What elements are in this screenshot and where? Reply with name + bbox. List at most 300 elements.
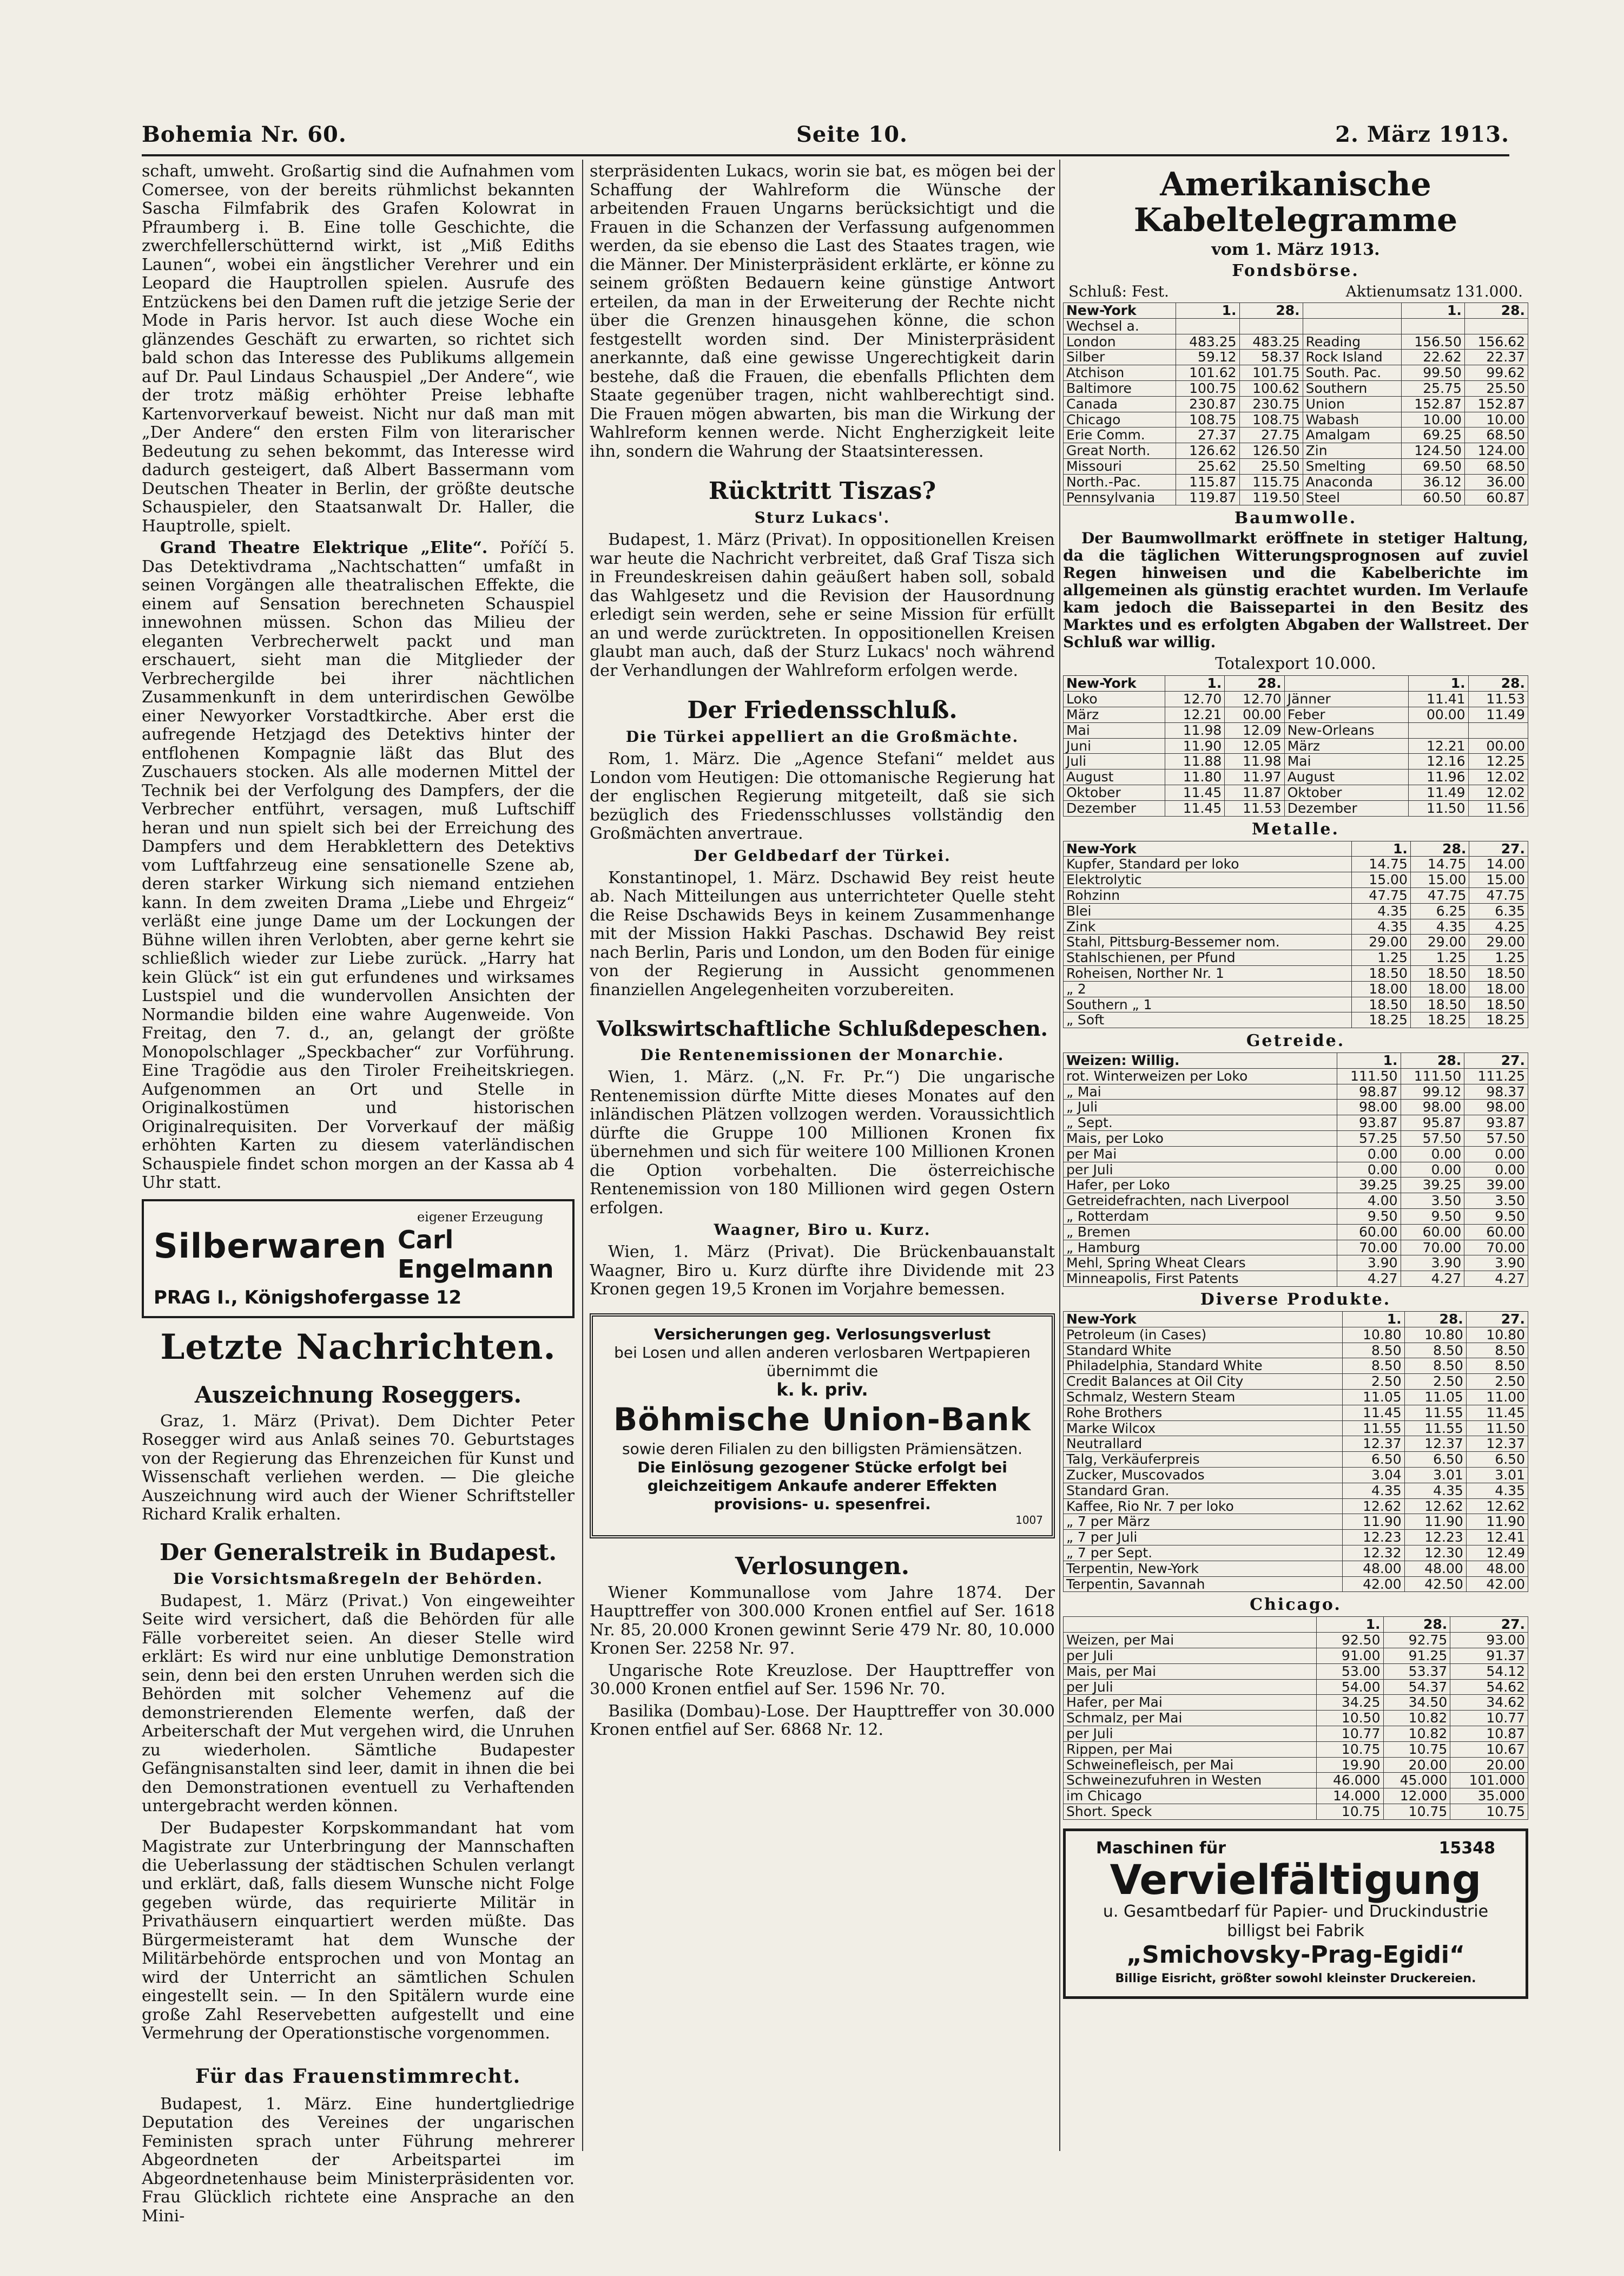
table-value-cell: 11.50: [1409, 800, 1468, 816]
table-label-cell: Hafer, per Loko: [1064, 1178, 1337, 1193]
table-row: [1064, 380, 1528, 396]
table-value-cell: 12.05: [1225, 738, 1284, 754]
table-label-cell: per Mai: [1064, 1146, 1337, 1162]
table-value-cell: 18.50: [1410, 965, 1469, 981]
article-verlosungen-1: Wiener Kommunallose vom Jahre 1874. Der Haupttreffer von 300.000 Kronen entfiel auf Ser. 1618 Nr. 85, 20.000 Kronen gewinnt Serie 479 Nr. 80, 10.000 Kronen Ser. 2258 Nr. 97.: [590, 1583, 1055, 1658]
table-value-cell: 60.00: [1401, 1224, 1464, 1240]
table-row: [1064, 1468, 1528, 1483]
table-value-cell: 28.: [1410, 841, 1469, 857]
table-row: [1064, 1483, 1528, 1498]
table-row: [1064, 754, 1528, 769]
table-value-cell: 10.75: [1316, 1741, 1383, 1757]
table-row: [1064, 1343, 1528, 1358]
table-value-cell: 1.25: [1410, 950, 1469, 966]
table-value-cell: 101.000: [1450, 1773, 1528, 1788]
subhead-friedensschluss: Die Türkei appelliert an die Großmächte.: [625, 728, 1019, 746]
table-value-cell: 0.00: [1401, 1162, 1464, 1178]
table-value-cell: 36.12: [1401, 474, 1464, 490]
table-value-cell: 39.25: [1401, 1178, 1464, 1193]
table-value-cell: 98.00: [1401, 1100, 1464, 1115]
table-label-cell: März: [1064, 707, 1165, 722]
table-value-cell: 100.75: [1176, 380, 1239, 396]
table-value-cell: 25.75: [1401, 380, 1464, 396]
table-value-cell: 18.00: [1410, 981, 1469, 997]
table-value-cell: 12.62: [1466, 1498, 1528, 1514]
table-value-cell: 28.: [1401, 1053, 1464, 1069]
article-generalstreik-2: Der Budapester Korpskommandant hat vom Magistrate zur Unterbringung der Mannschaften die Ueberlassung der städtischen Schulen verlangt und erklärt, daß, falls diesem Wunsche nicht Folge gegeben würde, das requirierte Militär in Privathäusern einquartiert werden müßte. Das Bürgermeisteramt hat dem Wunsche der Militärbehörde entsprochen und von Montag an wird der Unterricht an sämtlichen Schulen eingestellt sein. — In den Spitälern wurde eine große Zahl Reservebetten aufgestellt und eine Vermehrung der Operationstische vorgenommen.: [142, 1818, 575, 2043]
table-label-cell: North.-Pac.: [1064, 474, 1176, 490]
page-header: [142, 122, 1509, 152]
table-value-cell: 4.35: [1352, 919, 1411, 935]
table-value-cell: 68.50: [1464, 458, 1528, 474]
table-label-cell: März: [1284, 738, 1409, 754]
table-label-cell: Hafer, per Mai: [1064, 1695, 1317, 1711]
table-value-cell: 58.37: [1239, 350, 1303, 365]
table-row: [1064, 1162, 1528, 1178]
table-value-cell: 19.90: [1316, 1757, 1383, 1773]
table-label-cell: Terpentin, Savannah: [1064, 1576, 1343, 1592]
table-label-cell: Oktober: [1284, 785, 1409, 800]
table-value-cell: 3.01: [1466, 1468, 1528, 1483]
table-value-cell: 70.00: [1401, 1240, 1464, 1255]
table-value-cell: 18.50: [1469, 965, 1528, 981]
article-baumwolle: Der Baumwollmarkt eröffnete in stetiger Haltung, da die täglichen Witterungsprognosen auf zuviel Regen hinweisen und die Kabelberichte im allgemeinen als günstig erachtet wurden. Im Verlaufe kam jedoch die Baissepartei in den Besitz des Marktes und es erfolgten Abgaben der Wallstreet. Der Schluß war willig.: [1063, 529, 1528, 652]
table-header-row: [1064, 676, 1528, 692]
table-value-cell: 11.90: [1466, 1514, 1528, 1530]
table-value-cell: 92.50: [1316, 1633, 1383, 1648]
table-value-cell: 8.50: [1466, 1343, 1528, 1358]
table-value-cell: 10.77: [1316, 1726, 1383, 1741]
table-value-cell: 57.25: [1337, 1131, 1401, 1147]
table-value-cell: 11.45: [1466, 1405, 1528, 1420]
table-value-cell: 11.50: [1466, 1420, 1528, 1436]
table-label-cell: Wabash: [1303, 412, 1401, 427]
table-row: [1064, 1240, 1528, 1255]
table-value-cell: 4.00: [1337, 1193, 1401, 1209]
table-row: [1064, 365, 1528, 381]
table-value-cell: 54.37: [1383, 1679, 1450, 1695]
table-value-cell: 53.00: [1316, 1663, 1383, 1679]
table-label-cell: Mai: [1284, 754, 1409, 769]
ad-union-bank-number: 1007: [1015, 1513, 1043, 1527]
table-label-cell: Philadelphia, Standard White: [1064, 1358, 1343, 1374]
subhead-waagner: Waagner, Biro u. Kurz.: [714, 1221, 931, 1239]
table-value-cell: 34.50: [1383, 1695, 1450, 1711]
table-value-cell: 0.00: [1401, 1146, 1464, 1162]
table-row: [1064, 903, 1528, 919]
table-row: [1064, 1178, 1528, 1193]
table-value-cell: 42.00: [1343, 1576, 1404, 1592]
table-label-cell: Elektrolytic: [1064, 872, 1352, 888]
table-label-cell: Schmalz, Western Steam: [1064, 1390, 1343, 1405]
table-value-cell: 12.16: [1409, 754, 1468, 769]
table-header-row: [1064, 1053, 1528, 1069]
table-value-cell: 25.50: [1239, 458, 1303, 474]
baumwolle-totalexport: Totalexport 10.000.: [1215, 654, 1376, 674]
table-value-cell: [1176, 318, 1239, 334]
table-value-cell: 2.50: [1404, 1374, 1466, 1390]
table-value-cell: 18.50: [1352, 965, 1411, 981]
table-value-cell: 4.27: [1337, 1271, 1401, 1287]
article-waagner: Wien, 1. März (Privat). Die Brückenbauanstalt Waagner, Biro u. Kurz dürfte ihre Dividende mit 23 Kronen gegen 19,5 Kronen im Vorjahre bemessen.: [590, 1242, 1055, 1299]
table-value-cell: 1.: [1401, 303, 1464, 319]
table-row: [1064, 1390, 1528, 1405]
table-label-cell: „ Hamburg: [1064, 1240, 1337, 1255]
table-value-cell: 59.12: [1176, 350, 1239, 365]
table-label-cell: Rippen, per Mai: [1064, 1741, 1317, 1757]
table-value-cell: 15.00: [1469, 872, 1528, 888]
table-value-cell: 0.00: [1337, 1162, 1401, 1178]
table-label-cell: Pennsylvania: [1064, 490, 1176, 505]
table-value-cell: 3.04: [1343, 1468, 1404, 1483]
table-label-cell: Erie Comm.: [1064, 427, 1176, 443]
table-value-cell: 3.01: [1404, 1468, 1466, 1483]
ad-union-bank-line-4: sowie deren Filialen zu den billigsten Prämiensätzen.: [622, 1439, 1022, 1458]
table-label-cell: Roheisen, Norther Nr. 1: [1064, 965, 1352, 981]
table-label-cell: Baltimore: [1064, 380, 1176, 396]
table-value-cell: 60.00: [1337, 1224, 1401, 1240]
table-value-cell: 11.56: [1468, 800, 1528, 816]
table-value-cell: 1.25: [1469, 950, 1528, 966]
table-label-cell: Neutrallard: [1064, 1436, 1343, 1452]
article-elite: [142, 539, 575, 1193]
table-value-cell: 98.37: [1464, 1084, 1528, 1100]
table-value-cell: 93.87: [1464, 1115, 1528, 1131]
table-label-cell: Talg, Verkäuferpreis: [1064, 1452, 1343, 1468]
table-value-cell: 36.00: [1464, 474, 1528, 490]
table-value-cell: 0.00: [1337, 1146, 1401, 1162]
header-page-number: Seite 10.: [796, 122, 908, 147]
ad-union-bank: [590, 1313, 1055, 1538]
table-value-cell: 69.25: [1401, 427, 1464, 443]
table-value-cell: 27.75: [1239, 427, 1303, 443]
table-label-cell: per Juli: [1064, 1162, 1337, 1178]
table-value-cell: 4.35: [1466, 1483, 1528, 1498]
table-value-cell: 11.87: [1225, 785, 1284, 800]
table-value-cell: 47.75: [1352, 887, 1411, 903]
table-value-cell: 54.62: [1450, 1679, 1528, 1695]
table-label-cell: New-Orleans: [1284, 722, 1409, 738]
table-label-cell: Union: [1303, 396, 1401, 412]
table-row: [1064, 412, 1528, 427]
table-value-cell: 27.: [1450, 1617, 1528, 1633]
table-value-cell: 11.05: [1404, 1390, 1466, 1405]
headline-generalstreik: Der Generalstreik in Budapest.: [159, 1538, 557, 1565]
table-value-cell: 12.70: [1225, 692, 1284, 707]
table-row: [1064, 769, 1528, 785]
table-label-cell: Mai: [1064, 722, 1165, 738]
table-value-cell: 28.: [1464, 303, 1528, 319]
table-value-cell: 10.80: [1343, 1327, 1404, 1343]
table-value-cell: 98.00: [1337, 1100, 1401, 1115]
table-value-cell: 3.90: [1337, 1255, 1401, 1271]
table-value-cell: [1464, 318, 1528, 334]
table-value-cell: 4.27: [1464, 1271, 1528, 1287]
table-value-cell: 48.00: [1466, 1561, 1528, 1576]
table-value-cell: 20.00: [1450, 1757, 1528, 1773]
table-row: [1064, 1498, 1528, 1514]
table-row: [1064, 396, 1528, 412]
table-label-cell: New-York: [1064, 303, 1176, 319]
ad-vervielfaeltigung-title: Vervielfältigung: [1110, 1855, 1482, 1904]
article-verlosungen-2: Ungarische Rote Kreuzlose. Der Haupttreffer von 30.000 Kronen entfiel auf Ser. 1596 Nr. 70.: [590, 1661, 1055, 1699]
heading-diverse-produkte: Diverse Produkte.: [1200, 1290, 1391, 1310]
article-frauenstimmrecht: Budapest, 1. März. Eine hundertgliedrige Deputation des Vereines der ungarischen Feministen sprach unter Führung mehrerer Abgeordneten der Arbeitspartei im Abgeordnetenhause beim Ministerpräsidenten vor. Frau Glücklich richtete eine Ansprache an den Mini-: [142, 2094, 575, 2226]
table-row: [1064, 1711, 1528, 1726]
table-value-cell: 8.50: [1404, 1343, 1466, 1358]
header-date: 2. März 1913.: [1335, 122, 1509, 147]
article-elite-text: Poříčí 5. Das Detektivdrama „Nachtschatten“ umfaßt in seinen Vorgängen alle theatralischen Effekte, die einem auf Sensation berechneten Schauspiel innewohnen müssen. Schon das Milieu der eleganten Verbrecherwelt packt und man erschauert, sieht man die Mitglieder der Verbrechergilde bei ihrer nächtlichen Zusammenkunft in dem unterirdischen Gewölbe einer Newyorker Vorstadtkirche. Aber erst die aufregende Hetzjagd des Detektivs hinter der entflohenen Kompagnie läßt das Blut des Zuschauers stocken. Als alle modernen Mittel der Technik bei der Verfolgung des Dampfers, der die Verbrecher entführt, versagen, muß Luftschiff heran und nun spielt sich bei der Erreichung des Dampfers und dem Herabklettern des Detektivs vom Luftfahrzeug eine sensationelle Szene ab, deren starker Wirkung sich niemand entziehen kann. In dem zweiten Drama „Liebe und Ehrgeiz“ verläßt eine junge Dame um der Lockungen der Bühne willen ihren Verlobten, aber gerne kehrt sie schließlich wieder zur Liebe zurück. „Harry hat kein Glück“ ist ein gut erfundenes und wirksames Lustspiel und die wundervollen Ansichten der Normandie bilden eine wahre Augenweide. Von Freitag, den 7. d., an, gelangt der größte Monopolschlager „Speckbacher“ zur Vorführung. Eine Tragödie aus den Tiroler Freiheitskriegen. Aufgenommen an Ort und Stelle in Originalkostümen und historischen Originalrequisiten. Der Vorverkauf der mäßig erhöhten Karten zu diesem vaterländischen Schauspiele findet schon morgen an der Kassa ab 4 Uhr statt.: [142, 538, 575, 1192]
table-row: [1064, 1576, 1528, 1592]
table-value-cell: 93.00: [1450, 1633, 1528, 1648]
table-value-cell: 47.75: [1469, 887, 1528, 903]
table-value-cell: 2.50: [1343, 1374, 1404, 1390]
table-label-cell: Zink: [1064, 919, 1352, 935]
table-label-cell: August: [1284, 769, 1409, 785]
section-title-letzte-nachrichten: Letzte Nachrichten.: [160, 1326, 556, 1367]
table-header-row: [1064, 1617, 1528, 1633]
table-header-row: [1064, 841, 1528, 857]
table-row: [1064, 1271, 1528, 1287]
table-value-cell: 4.27: [1401, 1271, 1464, 1287]
table-row: [1064, 1100, 1528, 1115]
table-value-cell: 18.50: [1469, 997, 1528, 1012]
table-label-cell: „ Soft: [1064, 1012, 1352, 1028]
table-label-cell: per Juli: [1064, 1648, 1317, 1663]
table-row: [1064, 1146, 1528, 1162]
table-label-cell: Rohzinn: [1064, 887, 1352, 903]
table-row: [1064, 318, 1528, 334]
table-label-cell: „ Mai: [1064, 1084, 1337, 1100]
table-value-cell: 483.25: [1239, 334, 1303, 350]
subhead-generalstreik: Die Vorsichtsmaßregeln der Behörden.: [173, 1569, 543, 1588]
table-value-cell: 156.50: [1401, 334, 1464, 350]
table-value-cell: 119.50: [1239, 490, 1303, 505]
table-value-cell: 34.62: [1450, 1695, 1528, 1711]
table-value-cell: 12.70: [1165, 692, 1224, 707]
table-value-cell: 12.02: [1468, 785, 1528, 800]
table-row: [1064, 1012, 1528, 1028]
table-value-cell: 10.75: [1450, 1804, 1528, 1819]
table-value-cell: 47.75: [1410, 887, 1469, 903]
table-label-cell: Zucker, Muscovados: [1064, 1468, 1343, 1483]
table-value-cell: 1.: [1337, 1053, 1401, 1069]
table-header-row: [1064, 303, 1528, 319]
table-row: [1064, 1374, 1528, 1390]
table-value-cell: [1401, 318, 1464, 334]
table-value-cell: 12.30: [1404, 1545, 1466, 1561]
table-value-cell: 18.50: [1352, 997, 1411, 1012]
table-value-cell: 18.00: [1352, 981, 1411, 997]
table-value-cell: 12.23: [1404, 1530, 1466, 1545]
table-value-cell: 10.82: [1383, 1726, 1450, 1741]
fonds-summary: [1063, 282, 1528, 300]
article-rosegger: Graz, 1. März (Privat). Dem Dichter Peter Rosegger wird aus Anlaß seines 70. Geburtstages von der Regierung das Ehrenzeichen für Kunst und Wissenschaft verliehen werden. — Die gleiche Auszeichnung wird auch der Wiener Schriftsteller Richard Kralik erhalten.: [142, 1411, 575, 1524]
table-row: [1064, 965, 1528, 981]
table-value-cell: 119.87: [1176, 490, 1239, 505]
table-value-cell: 10.75: [1383, 1741, 1450, 1757]
table-label-cell: New-York: [1064, 676, 1165, 692]
table-label-cell: Schmalz, per Mai: [1064, 1711, 1317, 1726]
table-value-cell: 1.: [1409, 676, 1468, 692]
table-getreide: [1063, 1053, 1528, 1287]
table-label-cell: Rock Island: [1303, 350, 1401, 365]
table-value-cell: 27.: [1466, 1312, 1528, 1327]
table-row: [1064, 458, 1528, 474]
table-label-cell: Feber: [1284, 707, 1409, 722]
table-value-cell: 91.25: [1383, 1648, 1450, 1663]
ad-vervielfaeltigung-top: Maschinen für: [1096, 1838, 1226, 1858]
table-value-cell: 48.00: [1343, 1561, 1404, 1576]
table-value-cell: 1.: [1165, 676, 1224, 692]
table-value-cell: 11.45: [1165, 785, 1224, 800]
table-row: [1064, 935, 1528, 950]
table-value-cell: 9.50: [1337, 1209, 1401, 1225]
table-value-cell: 99.62: [1464, 365, 1528, 381]
table-value-cell: 95.87: [1401, 1115, 1464, 1131]
table-row: [1064, 738, 1528, 754]
table-value-cell: 11.98: [1225, 754, 1284, 769]
table-value-cell: 126.50: [1239, 443, 1303, 459]
table-value-cell: 152.87: [1401, 396, 1464, 412]
table-value-cell: 18.25: [1352, 1012, 1411, 1028]
table-value-cell: 0.00: [1464, 1162, 1528, 1178]
header-paper-issue: Bohemia Nr. 60.: [142, 122, 347, 147]
table-value-cell: 45.000: [1383, 1773, 1450, 1788]
table-value-cell: 14.000: [1316, 1788, 1383, 1804]
table-label-cell: „ Sept.: [1064, 1115, 1337, 1131]
table-value-cell: 124.00: [1464, 443, 1528, 459]
table-label-cell: Mais, per Loko: [1064, 1131, 1337, 1147]
table-row: [1064, 981, 1528, 997]
table-value-cell: 70.00: [1464, 1240, 1528, 1255]
table-value-cell: 11.41: [1409, 692, 1468, 707]
table-row: [1064, 1726, 1528, 1741]
table-value-cell: 3.90: [1401, 1255, 1464, 1271]
table-value-cell: 1.: [1176, 303, 1239, 319]
table-value-cell: 4.35: [1352, 903, 1411, 919]
table-value-cell: 11.53: [1225, 800, 1284, 816]
table-value-cell: 10.00: [1401, 412, 1464, 427]
article-generalstreik-1: Budapest, 1. März (Privat.) Von eingeweihter Seite wird versichert, daß die Behörden für alle Fälle vorbereitet seien. An dieser Stelle wird erklärt: Es wird nur eine unblutige Demonstration sein, denn bei den ersten Unruhen werden sich die Behörden mit solcher Vehemenz auf die demonstrierenden Elemente werfen, daß der Arbeiterschaft der Mut vergehen wird, die Unruhen zu wiederholen. Sämtliche Budapester Gefängnisanstalten sind leer, damit in ihnen die bei den Demonstrationen eventuell zu Verhaftenden untergebracht werden können.: [142, 1591, 575, 1815]
table-value-cell: 12.21: [1165, 707, 1224, 722]
table-row: [1064, 1679, 1528, 1695]
table-value-cell: 99.12: [1401, 1084, 1464, 1100]
table-row: [1064, 1648, 1528, 1663]
table-row: [1064, 1530, 1528, 1545]
table-value-cell: 1.25: [1352, 950, 1411, 966]
table-value-cell: 27.: [1469, 841, 1528, 857]
ad-silberwaren-tagline: eigener Erzeugung: [417, 1209, 544, 1225]
subhead-tisza: Sturz Lukacs'.: [754, 509, 890, 527]
table-value-cell: 115.75: [1239, 474, 1303, 490]
table-value-cell: 156.62: [1464, 334, 1528, 350]
ad-vervielfaeltigung-line-1: u. Gesamtbedarf für Papier- und Druckindustrie billigst bei Fabrik: [1103, 1902, 1489, 1940]
table-value-cell: 6.25: [1410, 903, 1469, 919]
table-row: [1064, 1514, 1528, 1530]
table-label-cell: Marke Wilcox: [1064, 1420, 1343, 1436]
table-label-cell: [1064, 1617, 1317, 1633]
table-value-cell: 152.87: [1464, 396, 1528, 412]
table-label-cell: Schweinezufuhren in Westen: [1064, 1773, 1317, 1788]
table-row: [1064, 1788, 1528, 1804]
table-row: [1064, 1663, 1528, 1679]
table-label-cell: Weizen, per Mai: [1064, 1633, 1317, 1648]
table-value-cell: 39.00: [1464, 1178, 1528, 1193]
table-value-cell: 53.37: [1383, 1663, 1450, 1679]
table-value-cell: 11.88: [1165, 754, 1224, 769]
table-label-cell: Silber: [1064, 350, 1176, 365]
table-label-cell: Petroleum (in Cases): [1064, 1327, 1343, 1343]
table-label-cell: „ 7 per Juli: [1064, 1530, 1343, 1545]
headline-rosegger: Auszeichnung Roseggers.: [194, 1381, 522, 1408]
table-value-cell: 28.: [1239, 303, 1303, 319]
headline-verlosungen: Verlosungen.: [735, 1552, 910, 1580]
table-value-cell: 230.75: [1239, 396, 1303, 412]
table-value-cell: 8.50: [1343, 1343, 1404, 1358]
ad-union-bank-line-2: bei Losen und allen anderen verlosbaren Wertpapieren übernimmt die: [614, 1343, 1031, 1380]
table-value-cell: 101.62: [1176, 365, 1239, 381]
fonds-schluss: Schluß: Fest.: [1068, 282, 1169, 300]
table-value-cell: 12.21: [1409, 738, 1468, 754]
table-chicago: [1063, 1616, 1528, 1819]
table-row: [1064, 950, 1528, 966]
table-value-cell: 69.50: [1401, 458, 1464, 474]
table-value-cell: 91.37: [1450, 1648, 1528, 1663]
table-label-cell: Standard Gran.: [1064, 1483, 1343, 1498]
table-row: [1064, 443, 1528, 459]
ad-vervielfaeltigung: [1063, 1828, 1528, 1999]
heading-getreide: Getreide.: [1246, 1031, 1345, 1051]
table-value-cell: 8.50: [1404, 1358, 1466, 1374]
table-label-cell: Juni: [1064, 738, 1165, 754]
table-row: [1064, 1115, 1528, 1131]
table-value-cell: 29.00: [1410, 935, 1469, 950]
table-label-cell: „ 7 per März: [1064, 1514, 1343, 1530]
table-row: [1064, 1741, 1528, 1757]
table-value-cell: 12.02: [1468, 769, 1528, 785]
table-value-cell: 108.75: [1176, 412, 1239, 427]
table-value-cell: 18.00: [1469, 981, 1528, 997]
table-row: [1064, 887, 1528, 903]
table-value-cell: 2.50: [1466, 1374, 1528, 1390]
table-label-cell: Missouri: [1064, 458, 1176, 474]
table-value-cell: 10.50: [1316, 1711, 1383, 1726]
ad-union-bank-name: Böhmische Union-Bank: [613, 1400, 1032, 1438]
table-value-cell: 11.55: [1343, 1420, 1404, 1436]
table-value-cell: 00.00: [1225, 707, 1284, 722]
table-row: [1064, 1255, 1528, 1271]
table-row: [1064, 1327, 1528, 1343]
table-label-cell: Southern „ 1: [1064, 997, 1352, 1012]
table-value-cell: 91.00: [1316, 1648, 1383, 1663]
table-value-cell: 14.00: [1469, 857, 1528, 872]
table-value-cell: 10.67: [1450, 1741, 1528, 1757]
table-label-cell: Atchison: [1064, 365, 1176, 381]
table-label-cell: per Juli: [1064, 1679, 1317, 1695]
fonds-aktienumsatz: Aktienumsatz 131.000.: [1345, 282, 1523, 300]
table-value-cell: 6.35: [1469, 903, 1528, 919]
table-label-cell: Mehl, Spring Wheat Clears: [1064, 1255, 1337, 1271]
table-label-cell: „ 2: [1064, 981, 1352, 997]
table-value-cell: 124.50: [1401, 443, 1464, 459]
table-row: [1064, 785, 1528, 800]
ad-silberwaren: [142, 1199, 575, 1318]
table-value-cell: 12.09: [1225, 722, 1284, 738]
article-frauenstimmrecht-continued: sterpräsidenten Lukacs, worin sie bat, es mögen bei der Schaffung der Wahlreform die Wünsche der arbeitenden Frauen Ungarns berücksichtigt und die Frauen in die Schanzen der Verfassung aufgenommen werden, da sie ebenso die Last des Staates tragen, wie die Männer. Der Ministerpräsident erklärte, er könne zu seinem größten Bedauern keine günstige Antwort erteilen, da man in der Erweiterung der Rechte nicht über die Grenzen hinausgehen könne, die schon festgestellt worden sind. Der Ministerpräsident anerkannte, daß eine gewisse Ungerechtigkeit darin bestehe, daß die Frauen, die ebenfalls Pflichten dem Staate gegenüber tragen, nicht wahlberechtigt sind. Die Frauen mögen abwarten, bis man die Wirkung der Wahlreform kennen werde. Nicht Engherzigkeit leite ihn, sondern die Wahrung der Staatsinteressen.: [590, 162, 1055, 461]
table-value-cell: 11.45: [1165, 800, 1224, 816]
table-row: [1064, 1068, 1528, 1084]
